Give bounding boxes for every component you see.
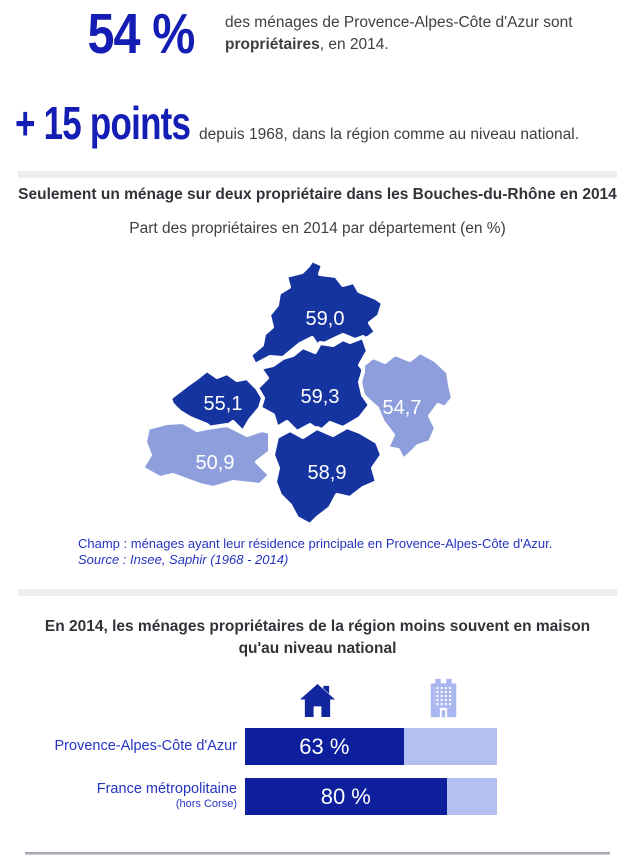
bar-label-france-note: (hors Corse) bbox=[175, 797, 237, 810]
bar-value-paca: 63 % bbox=[299, 733, 350, 759]
section-divider bbox=[18, 589, 617, 596]
bar-fill-1 bbox=[245, 778, 447, 815]
bar-fill-0 bbox=[245, 728, 404, 765]
map-source-note: Source : Insee, Saphir (1968 - 2014) bbox=[78, 552, 289, 567]
map-value-center: 59,3 bbox=[300, 386, 340, 408]
stat-points-description: depuis 1968, dans la région comme au niveau national. bbox=[199, 126, 580, 143]
stat-ownership-line2-rest: , en 2014. bbox=[319, 36, 389, 53]
stat-ownership-line2-bold: propriétaires bbox=[225, 36, 320, 53]
bar-label-paca bbox=[0, 739, 237, 754]
bar-section-title bbox=[38, 616, 597, 660]
building-icon bbox=[428, 678, 459, 723]
stat-ownership-description bbox=[225, 12, 575, 56]
house-icon bbox=[299, 683, 336, 723]
map-value-north: 59,0 bbox=[305, 308, 345, 330]
section-divider bbox=[18, 171, 617, 178]
bar-label-paca-text: Provence-Alpes-Côte d'Azur bbox=[54, 738, 237, 754]
map-svg bbox=[140, 258, 500, 530]
map-value-west: 55,1 bbox=[203, 393, 243, 415]
map-value-south: 58,9 bbox=[307, 462, 347, 484]
map-section-subtitle: Part des propriétaires en 2014 par département (en %) bbox=[129, 220, 506, 237]
stat-ownership-line1: des ménages de Provence-Alpes-Côte d'Azur sont bbox=[225, 14, 573, 31]
bar-label-france-text: France métropolitaine bbox=[96, 780, 237, 797]
map-section-title: Seulement un ménage sur deux propriétaire dans les Bouches-du-Rhône en 2014 bbox=[18, 186, 617, 203]
bar-value-france: 80 % bbox=[320, 783, 371, 809]
bar-section-title-line2: qu'au niveau national bbox=[238, 640, 397, 657]
bottom-divider bbox=[25, 852, 610, 855]
bar-track-france bbox=[245, 778, 497, 815]
bar-section-title-line1: En 2014, les ménages propriétaires de la région moins souvent en maison bbox=[44, 618, 591, 635]
bar-row-paca bbox=[0, 728, 497, 765]
stat-points-value bbox=[15, 96, 191, 150]
stat-ownership-value bbox=[78, 4, 202, 64]
map-value-southwest: 50,9 bbox=[195, 452, 235, 474]
choropleth-map bbox=[140, 258, 500, 530]
bar-label-france bbox=[0, 782, 237, 812]
map-value-east: 54,7 bbox=[382, 397, 422, 419]
stat-ownership-value-text: 54 % bbox=[87, 2, 195, 66]
bar-row-france bbox=[0, 778, 497, 815]
stat-points-value-text: + 15 points bbox=[15, 97, 191, 149]
bar-track-paca bbox=[245, 728, 497, 765]
stat-points-row bbox=[15, 96, 579, 150]
map-champ-note: Champ : ménages ayant leur résidence principale en Provence-Alpes-Côte d'Azur. bbox=[78, 536, 553, 551]
